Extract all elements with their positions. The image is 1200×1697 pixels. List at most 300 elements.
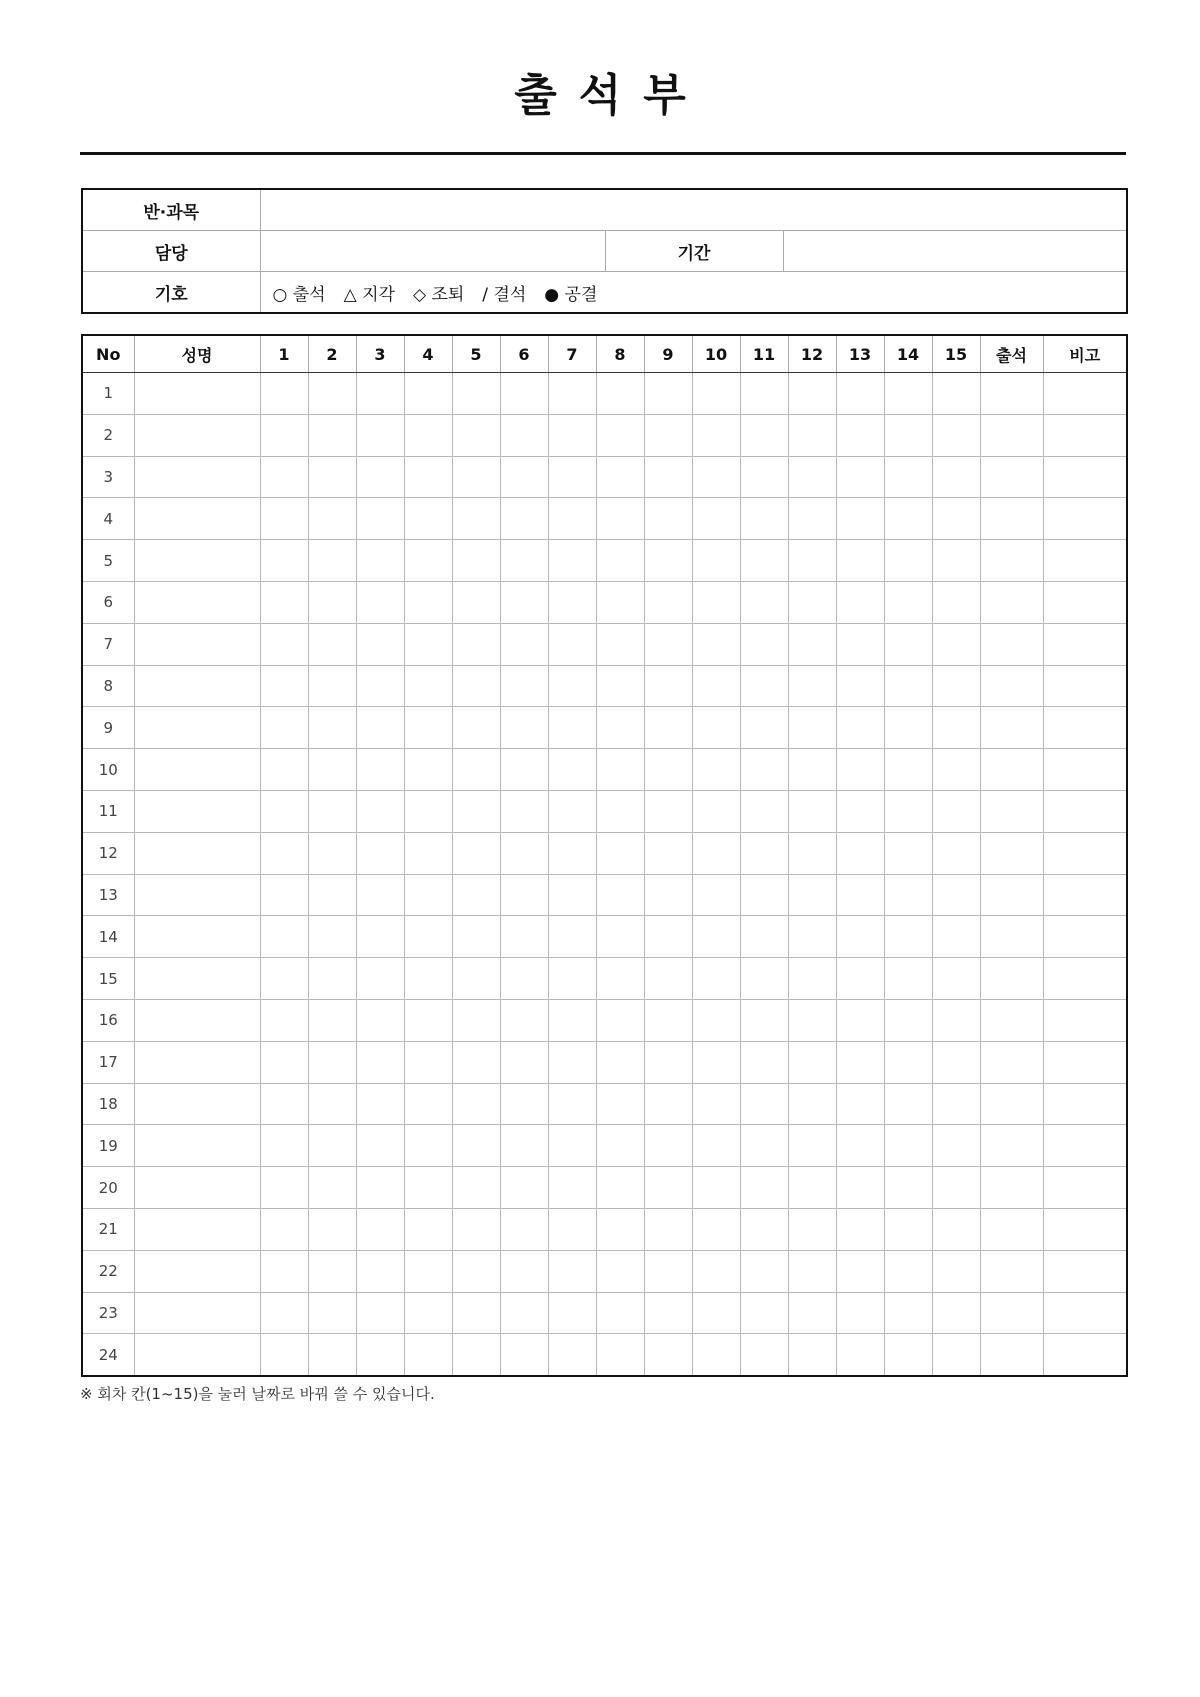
- session-cell[interactable]: [596, 1041, 644, 1083]
- session-cell[interactable]: [596, 1167, 644, 1209]
- session-cell[interactable]: [932, 1125, 980, 1167]
- attendance-total-cell[interactable]: [980, 1041, 1043, 1083]
- session-cell[interactable]: [932, 1250, 980, 1292]
- session-cell[interactable]: [788, 581, 836, 623]
- session-cell[interactable]: [548, 1334, 596, 1376]
- session-cell[interactable]: [740, 999, 788, 1041]
- session-cell[interactable]: [260, 1125, 308, 1167]
- session-cell[interactable]: [644, 498, 692, 540]
- remarks-cell[interactable]: [1043, 832, 1127, 874]
- session-cell[interactable]: [596, 373, 644, 415]
- session-cell[interactable]: [548, 1250, 596, 1292]
- session-cell[interactable]: [884, 581, 932, 623]
- session-cell[interactable]: [404, 1292, 452, 1334]
- remarks-cell[interactable]: [1043, 1334, 1127, 1376]
- session-cell[interactable]: [548, 790, 596, 832]
- session-cell[interactable]: [260, 1292, 308, 1334]
- header-session-6[interactable]: 6: [500, 335, 548, 373]
- session-cell[interactable]: [884, 749, 932, 791]
- remarks-cell[interactable]: [1043, 623, 1127, 665]
- attendance-total-cell[interactable]: [980, 1334, 1043, 1376]
- name-cell[interactable]: [134, 1250, 260, 1292]
- session-cell[interactable]: [932, 540, 980, 582]
- session-cell[interactable]: [740, 1334, 788, 1376]
- session-cell[interactable]: [788, 1125, 836, 1167]
- session-cell[interactable]: [884, 1125, 932, 1167]
- session-cell[interactable]: [788, 1250, 836, 1292]
- session-cell[interactable]: [356, 456, 404, 498]
- session-cell[interactable]: [260, 623, 308, 665]
- session-cell[interactable]: [404, 414, 452, 456]
- session-cell[interactable]: [932, 1334, 980, 1376]
- session-cell[interactable]: [404, 707, 452, 749]
- session-cell[interactable]: [308, 749, 356, 791]
- session-cell[interactable]: [740, 498, 788, 540]
- session-cell[interactable]: [644, 414, 692, 456]
- session-cell[interactable]: [452, 999, 500, 1041]
- session-cell[interactable]: [740, 1041, 788, 1083]
- session-cell[interactable]: [692, 707, 740, 749]
- session-cell[interactable]: [644, 581, 692, 623]
- header-session-15[interactable]: 15: [932, 335, 980, 373]
- session-cell[interactable]: [836, 1208, 884, 1250]
- session-cell[interactable]: [548, 874, 596, 916]
- class-field[interactable]: [260, 189, 1127, 231]
- session-cell[interactable]: [836, 498, 884, 540]
- session-cell[interactable]: [356, 958, 404, 1000]
- session-cell[interactable]: [500, 498, 548, 540]
- session-cell[interactable]: [548, 456, 596, 498]
- session-cell[interactable]: [548, 958, 596, 1000]
- session-cell[interactable]: [356, 999, 404, 1041]
- session-cell[interactable]: [260, 1208, 308, 1250]
- session-cell[interactable]: [452, 581, 500, 623]
- name-cell[interactable]: [134, 874, 260, 916]
- session-cell[interactable]: [788, 1167, 836, 1209]
- session-cell[interactable]: [500, 623, 548, 665]
- session-cell[interactable]: [500, 373, 548, 415]
- session-cell[interactable]: [596, 581, 644, 623]
- session-cell[interactable]: [692, 874, 740, 916]
- session-cell[interactable]: [500, 707, 548, 749]
- session-cell[interactable]: [404, 456, 452, 498]
- session-cell[interactable]: [452, 874, 500, 916]
- session-cell[interactable]: [500, 832, 548, 874]
- header-session-13[interactable]: 13: [836, 335, 884, 373]
- remarks-cell[interactable]: [1043, 540, 1127, 582]
- session-cell[interactable]: [644, 1334, 692, 1376]
- session-cell[interactable]: [500, 874, 548, 916]
- session-cell[interactable]: [548, 1292, 596, 1334]
- header-session-5[interactable]: 5: [452, 335, 500, 373]
- remarks-cell[interactable]: [1043, 707, 1127, 749]
- session-cell[interactable]: [644, 623, 692, 665]
- session-cell[interactable]: [932, 373, 980, 415]
- header-session-7[interactable]: 7: [548, 335, 596, 373]
- session-cell[interactable]: [740, 414, 788, 456]
- session-cell[interactable]: [596, 498, 644, 540]
- session-cell[interactable]: [596, 1125, 644, 1167]
- session-cell[interactable]: [356, 707, 404, 749]
- session-cell[interactable]: [452, 832, 500, 874]
- session-cell[interactable]: [452, 1083, 500, 1125]
- session-cell[interactable]: [308, 1167, 356, 1209]
- session-cell[interactable]: [500, 1041, 548, 1083]
- session-cell[interactable]: [404, 790, 452, 832]
- session-cell[interactable]: [452, 540, 500, 582]
- session-cell[interactable]: [932, 498, 980, 540]
- session-cell[interactable]: [692, 540, 740, 582]
- attendance-total-cell[interactable]: [980, 790, 1043, 832]
- session-cell[interactable]: [404, 1083, 452, 1125]
- session-cell[interactable]: [404, 1208, 452, 1250]
- session-cell[interactable]: [932, 456, 980, 498]
- attendance-total-cell[interactable]: [980, 540, 1043, 582]
- session-cell[interactable]: [836, 1292, 884, 1334]
- attendance-total-cell[interactable]: [980, 1083, 1043, 1125]
- session-cell[interactable]: [884, 958, 932, 1000]
- session-cell[interactable]: [596, 1083, 644, 1125]
- session-cell[interactable]: [596, 623, 644, 665]
- session-cell[interactable]: [644, 540, 692, 582]
- session-cell[interactable]: [404, 1041, 452, 1083]
- session-cell[interactable]: [404, 498, 452, 540]
- session-cell[interactable]: [500, 1167, 548, 1209]
- attendance-total-cell[interactable]: [980, 1167, 1043, 1209]
- session-cell[interactable]: [548, 916, 596, 958]
- session-cell[interactable]: [308, 581, 356, 623]
- session-cell[interactable]: [692, 623, 740, 665]
- session-cell[interactable]: [692, 581, 740, 623]
- session-cell[interactable]: [548, 1125, 596, 1167]
- session-cell[interactable]: [884, 414, 932, 456]
- session-cell[interactable]: [932, 707, 980, 749]
- name-cell[interactable]: [134, 707, 260, 749]
- session-cell[interactable]: [836, 1250, 884, 1292]
- session-cell[interactable]: [644, 832, 692, 874]
- session-cell[interactable]: [404, 749, 452, 791]
- session-cell[interactable]: [692, 916, 740, 958]
- session-cell[interactable]: [692, 749, 740, 791]
- attendance-total-cell[interactable]: [980, 1250, 1043, 1292]
- session-cell[interactable]: [548, 623, 596, 665]
- attendance-total-cell[interactable]: [980, 498, 1043, 540]
- session-cell[interactable]: [932, 790, 980, 832]
- session-cell[interactable]: [260, 1083, 308, 1125]
- session-cell[interactable]: [500, 581, 548, 623]
- session-cell[interactable]: [884, 832, 932, 874]
- session-cell[interactable]: [356, 1167, 404, 1209]
- session-cell[interactable]: [356, 1208, 404, 1250]
- session-cell[interactable]: [740, 540, 788, 582]
- session-cell[interactable]: [452, 665, 500, 707]
- session-cell[interactable]: [788, 832, 836, 874]
- session-cell[interactable]: [788, 373, 836, 415]
- session-cell[interactable]: [884, 1167, 932, 1209]
- session-cell[interactable]: [884, 373, 932, 415]
- session-cell[interactable]: [740, 790, 788, 832]
- session-cell[interactable]: [500, 540, 548, 582]
- session-cell[interactable]: [308, 1250, 356, 1292]
- session-cell[interactable]: [836, 916, 884, 958]
- attendance-total-cell[interactable]: [980, 999, 1043, 1041]
- session-cell[interactable]: [500, 749, 548, 791]
- session-cell[interactable]: [644, 707, 692, 749]
- session-cell[interactable]: [452, 1167, 500, 1209]
- session-cell[interactable]: [836, 1041, 884, 1083]
- session-cell[interactable]: [452, 1334, 500, 1376]
- name-cell[interactable]: [134, 581, 260, 623]
- session-cell[interactable]: [260, 373, 308, 415]
- session-cell[interactable]: [596, 790, 644, 832]
- session-cell[interactable]: [884, 1250, 932, 1292]
- session-cell[interactable]: [692, 665, 740, 707]
- session-cell[interactable]: [692, 498, 740, 540]
- session-cell[interactable]: [740, 707, 788, 749]
- name-cell[interactable]: [134, 1334, 260, 1376]
- session-cell[interactable]: [692, 1167, 740, 1209]
- session-cell[interactable]: [452, 498, 500, 540]
- remarks-cell[interactable]: [1043, 790, 1127, 832]
- remarks-cell[interactable]: [1043, 1125, 1127, 1167]
- session-cell[interactable]: [932, 623, 980, 665]
- session-cell[interactable]: [644, 999, 692, 1041]
- session-cell[interactable]: [500, 1125, 548, 1167]
- session-cell[interactable]: [932, 874, 980, 916]
- remarks-cell[interactable]: [1043, 456, 1127, 498]
- session-cell[interactable]: [836, 1083, 884, 1125]
- session-cell[interactable]: [644, 665, 692, 707]
- attendance-total-cell[interactable]: [980, 1208, 1043, 1250]
- header-session-9[interactable]: 9: [644, 335, 692, 373]
- session-cell[interactable]: [692, 373, 740, 415]
- session-cell[interactable]: [596, 665, 644, 707]
- session-cell[interactable]: [644, 916, 692, 958]
- session-cell[interactable]: [308, 1334, 356, 1376]
- remarks-cell[interactable]: [1043, 1208, 1127, 1250]
- header-session-8[interactable]: 8: [596, 335, 644, 373]
- session-cell[interactable]: [308, 414, 356, 456]
- session-cell[interactable]: [452, 623, 500, 665]
- session-cell[interactable]: [932, 916, 980, 958]
- session-cell[interactable]: [596, 1334, 644, 1376]
- session-cell[interactable]: [788, 665, 836, 707]
- session-cell[interactable]: [644, 1167, 692, 1209]
- session-cell[interactable]: [836, 1334, 884, 1376]
- session-cell[interactable]: [548, 581, 596, 623]
- session-cell[interactable]: [596, 1250, 644, 1292]
- session-cell[interactable]: [884, 707, 932, 749]
- session-cell[interactable]: [644, 874, 692, 916]
- session-cell[interactable]: [404, 1125, 452, 1167]
- session-cell[interactable]: [452, 456, 500, 498]
- session-cell[interactable]: [788, 916, 836, 958]
- session-cell[interactable]: [692, 1083, 740, 1125]
- session-cell[interactable]: [788, 540, 836, 582]
- session-cell[interactable]: [308, 1041, 356, 1083]
- session-cell[interactable]: [404, 832, 452, 874]
- session-cell[interactable]: [356, 916, 404, 958]
- session-cell[interactable]: [308, 540, 356, 582]
- session-cell[interactable]: [260, 707, 308, 749]
- session-cell[interactable]: [884, 999, 932, 1041]
- session-cell[interactable]: [596, 749, 644, 791]
- session-cell[interactable]: [404, 665, 452, 707]
- session-cell[interactable]: [788, 1083, 836, 1125]
- session-cell[interactable]: [788, 1208, 836, 1250]
- header-session-11[interactable]: 11: [740, 335, 788, 373]
- session-cell[interactable]: [404, 1167, 452, 1209]
- session-cell[interactable]: [740, 958, 788, 1000]
- session-cell[interactable]: [932, 958, 980, 1000]
- session-cell[interactable]: [644, 749, 692, 791]
- session-cell[interactable]: [260, 790, 308, 832]
- session-cell[interactable]: [788, 1334, 836, 1376]
- name-cell[interactable]: [134, 958, 260, 1000]
- session-cell[interactable]: [884, 916, 932, 958]
- session-cell[interactable]: [692, 958, 740, 1000]
- session-cell[interactable]: [452, 1292, 500, 1334]
- session-cell[interactable]: [644, 1250, 692, 1292]
- session-cell[interactable]: [548, 1208, 596, 1250]
- session-cell[interactable]: [452, 958, 500, 1000]
- name-cell[interactable]: [134, 1292, 260, 1334]
- name-cell[interactable]: [134, 1041, 260, 1083]
- header-session-14[interactable]: 14: [884, 335, 932, 373]
- session-cell[interactable]: [740, 623, 788, 665]
- session-cell[interactable]: [596, 916, 644, 958]
- session-cell[interactable]: [884, 1208, 932, 1250]
- name-cell[interactable]: [134, 665, 260, 707]
- session-cell[interactable]: [788, 498, 836, 540]
- session-cell[interactable]: [932, 749, 980, 791]
- session-cell[interactable]: [692, 832, 740, 874]
- remarks-cell[interactable]: [1043, 999, 1127, 1041]
- session-cell[interactable]: [644, 1041, 692, 1083]
- session-cell[interactable]: [740, 749, 788, 791]
- session-cell[interactable]: [500, 414, 548, 456]
- session-cell[interactable]: [740, 373, 788, 415]
- name-cell[interactable]: [134, 1208, 260, 1250]
- session-cell[interactable]: [308, 623, 356, 665]
- session-cell[interactable]: [452, 1041, 500, 1083]
- session-cell[interactable]: [836, 790, 884, 832]
- session-cell[interactable]: [308, 1208, 356, 1250]
- attendance-total-cell[interactable]: [980, 1292, 1043, 1334]
- session-cell[interactable]: [836, 707, 884, 749]
- session-cell[interactable]: [644, 456, 692, 498]
- session-cell[interactable]: [404, 874, 452, 916]
- remarks-cell[interactable]: [1043, 581, 1127, 623]
- session-cell[interactable]: [692, 414, 740, 456]
- session-cell[interactable]: [740, 1250, 788, 1292]
- name-cell[interactable]: [134, 456, 260, 498]
- session-cell[interactable]: [500, 456, 548, 498]
- header-session-4[interactable]: 4: [404, 335, 452, 373]
- header-session-2[interactable]: 2: [308, 335, 356, 373]
- session-cell[interactable]: [884, 540, 932, 582]
- session-cell[interactable]: [356, 1292, 404, 1334]
- session-cell[interactable]: [308, 456, 356, 498]
- session-cell[interactable]: [788, 958, 836, 1000]
- session-cell[interactable]: [788, 456, 836, 498]
- session-cell[interactable]: [644, 958, 692, 1000]
- remarks-cell[interactable]: [1043, 373, 1127, 415]
- session-cell[interactable]: [836, 958, 884, 1000]
- session-cell[interactable]: [548, 1083, 596, 1125]
- session-cell[interactable]: [404, 373, 452, 415]
- session-cell[interactable]: [548, 540, 596, 582]
- session-cell[interactable]: [500, 1334, 548, 1376]
- remarks-cell[interactable]: [1043, 414, 1127, 456]
- session-cell[interactable]: [692, 1125, 740, 1167]
- session-cell[interactable]: [260, 1334, 308, 1376]
- session-cell[interactable]: [260, 665, 308, 707]
- session-cell[interactable]: [740, 456, 788, 498]
- session-cell[interactable]: [308, 999, 356, 1041]
- session-cell[interactable]: [356, 373, 404, 415]
- attendance-total-cell[interactable]: [980, 623, 1043, 665]
- session-cell[interactable]: [548, 999, 596, 1041]
- remarks-cell[interactable]: [1043, 916, 1127, 958]
- session-cell[interactable]: [884, 623, 932, 665]
- session-cell[interactable]: [884, 665, 932, 707]
- name-cell[interactable]: [134, 1125, 260, 1167]
- session-cell[interactable]: [260, 498, 308, 540]
- session-cell[interactable]: [932, 1208, 980, 1250]
- remarks-cell[interactable]: [1043, 665, 1127, 707]
- attendance-total-cell[interactable]: [980, 1125, 1043, 1167]
- attendance-total-cell[interactable]: [980, 373, 1043, 415]
- session-cell[interactable]: [692, 1334, 740, 1376]
- session-cell[interactable]: [836, 749, 884, 791]
- remarks-cell[interactable]: [1043, 1041, 1127, 1083]
- session-cell[interactable]: [356, 665, 404, 707]
- attendance-total-cell[interactable]: [980, 832, 1043, 874]
- name-cell[interactable]: [134, 623, 260, 665]
- remarks-cell[interactable]: [1043, 1292, 1127, 1334]
- session-cell[interactable]: [692, 1041, 740, 1083]
- session-cell[interactable]: [404, 958, 452, 1000]
- name-cell[interactable]: [134, 498, 260, 540]
- session-cell[interactable]: [932, 1292, 980, 1334]
- remarks-cell[interactable]: [1043, 498, 1127, 540]
- session-cell[interactable]: [356, 749, 404, 791]
- header-session-1[interactable]: 1: [260, 335, 308, 373]
- teacher-field[interactable]: [260, 231, 605, 272]
- session-cell[interactable]: [788, 790, 836, 832]
- session-cell[interactable]: [644, 790, 692, 832]
- session-cell[interactable]: [788, 1041, 836, 1083]
- session-cell[interactable]: [788, 749, 836, 791]
- session-cell[interactable]: [596, 874, 644, 916]
- session-cell[interactable]: [884, 456, 932, 498]
- session-cell[interactable]: [452, 373, 500, 415]
- session-cell[interactable]: [356, 498, 404, 540]
- remarks-cell[interactable]: [1043, 749, 1127, 791]
- session-cell[interactable]: [548, 1167, 596, 1209]
- session-cell[interactable]: [644, 1208, 692, 1250]
- session-cell[interactable]: [836, 581, 884, 623]
- session-cell[interactable]: [404, 581, 452, 623]
- session-cell[interactable]: [836, 1125, 884, 1167]
- attendance-total-cell[interactable]: [980, 749, 1043, 791]
- session-cell[interactable]: [596, 707, 644, 749]
- session-cell[interactable]: [692, 1250, 740, 1292]
- session-cell[interactable]: [356, 1041, 404, 1083]
- session-cell[interactable]: [500, 916, 548, 958]
- session-cell[interactable]: [884, 1041, 932, 1083]
